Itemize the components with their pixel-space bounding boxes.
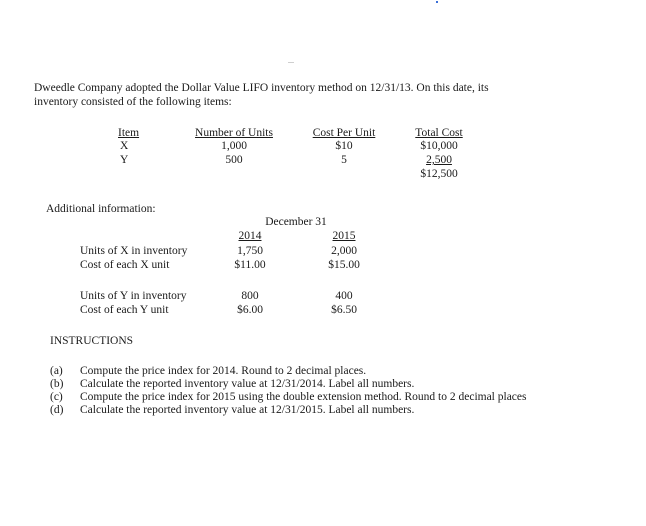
page-artifact-mark [288,62,294,63]
items-total: $12,500 [420,168,458,180]
instruction-text-a: Compute the price index for 2014. Round to 2 decimal places. [80,365,367,377]
instruction-marker-a: (a) [50,365,63,377]
instruction-marker-c: (c) [50,391,63,403]
period-header: December 31 [265,216,327,228]
intro-line-1: Dweedle Company adopted the Dollar Value LIFO inventory method on 12/31/13. On this date, its [34,82,489,94]
row-units-x-2014: 1,750 [237,245,263,257]
instruction-text-d: Calculate the reported inventory value at 12/31/2015. Label all numbers. [80,404,415,416]
header-number-of-units: Number of Units [195,127,273,139]
row-units-x-2015: 2,000 [331,245,357,257]
row-y-cost-per-unit: 5 [341,154,347,166]
header-cost-per-unit: Cost Per Unit [312,127,376,139]
row-x-item: X [120,140,129,152]
row-x-units: 1,000 [221,140,247,152]
instruction-text-c: Compute the price index for 2015 using the double extension method. Round to 2 decimal places [80,391,527,403]
row-x-cost-per-unit: $10 [335,140,353,152]
instructions-heading: INSTRUCTIONS [50,335,134,347]
instruction-text-b: Calculate the reported inventory value at 12/31/2014. Label all numbers. [80,378,415,390]
header-total-cost: Total Cost [415,127,463,139]
header-item: Item [118,127,140,139]
row-cost-y-2014: $6.00 [237,304,263,316]
row-units-y-2015: 400 [335,290,353,302]
row-units-y-2014: 800 [241,290,259,302]
instruction-marker-d: (d) [50,404,64,416]
instruction-marker-b: (b) [50,378,64,390]
row-units-x-label: Units of X in inventory [80,245,188,257]
row-units-y-label: Units of Y in inventory [80,290,187,302]
year-2014: 2014 [238,230,262,242]
year-2015: 2015 [332,230,356,242]
row-y-item: Y [120,154,129,166]
row-y-units: 500 [225,154,243,166]
row-y-total-cost: 2,500 [426,154,452,166]
row-x-total-cost: $10,000 [420,140,458,152]
page-artifact-dot [436,1,438,3]
row-cost-x-label: Cost of each X unit [80,259,170,271]
row-cost-y-2015: $6.50 [331,304,357,316]
intro-line-2: inventory consisted of the following items: [34,96,232,108]
row-cost-x-2015: $15.00 [328,259,360,271]
additional-info-label: Additional information: [46,203,156,215]
row-cost-y-label: Cost of each Y unit [80,304,169,316]
row-cost-x-2014: $11.00 [234,259,266,271]
